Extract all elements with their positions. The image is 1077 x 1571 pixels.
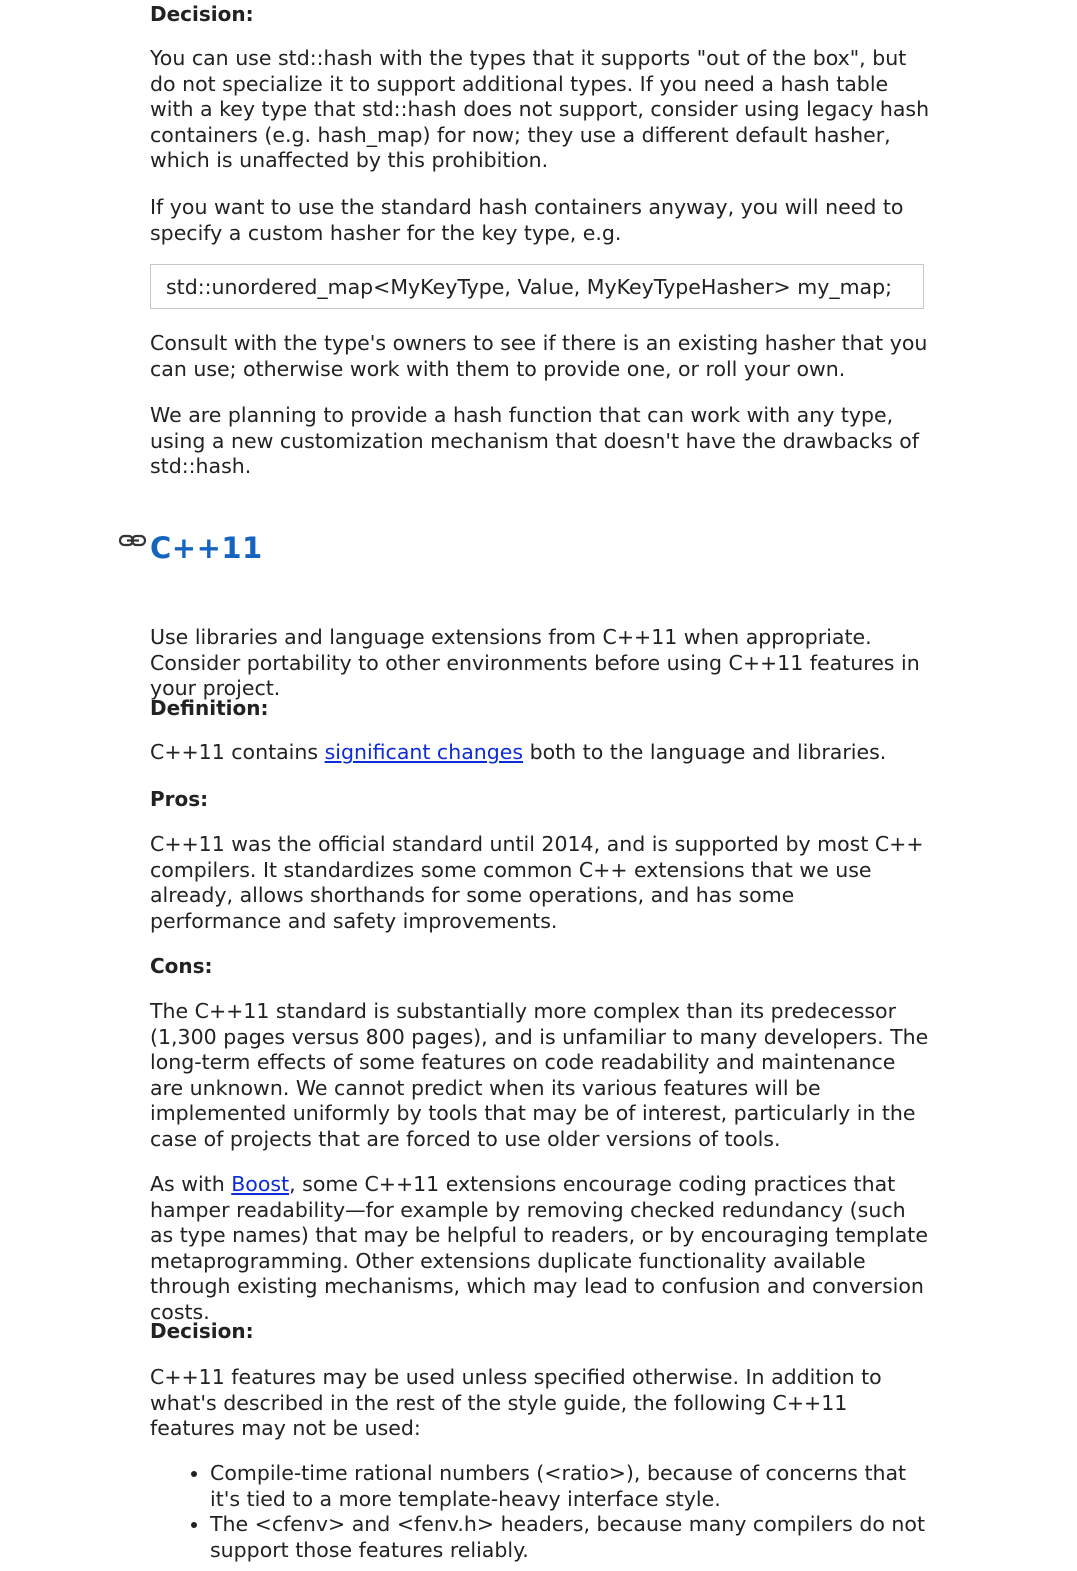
decision-label: Decision: bbox=[150, 2, 254, 26]
paragraph-hash-decision: You can use std::hash with the types that it supports "out of the box", but do not specialize it to support additional types. If you need a hash table with a key type that std::hash does not support, consider using legacy hash containers (e.g. hash_map) for now; they use a different default hasher, which is unaffected by this prohibition. bbox=[150, 46, 930, 172]
cons-paragraph-1: The C++11 standard is substantially more complex than its predecessor (1,300 pages versus 800 pages), and is unfamiliar to many developers. The long-term effects of some features on code readability and maintenance are unknown. We cannot predict when its various features will be implemented uniformly by tools that may be of interest, particularly in the case of projects that are forced to use older versions of tools. bbox=[150, 999, 929, 1151]
pros-paragraph: C++11 was the official standard until 2014, and is supported by most C++ compilers. It standardizes some common C++ extensions that we use already, allows shorthands for some operations, and has some performance and safety improvements. bbox=[150, 832, 924, 933]
paragraph-planned-hash: We are planning to provide a hash function that can work with any type, using a new customization mechanism that doesn't have the drawbacks of std::hash. bbox=[150, 403, 920, 478]
cpp11-intro: Use libraries and language extensions from C++11 when appropriate. Consider portability to other environments before using C++11 features in your project. bbox=[150, 625, 920, 700]
cpp11-heading bbox=[118, 528, 263, 568]
list-item: • The <cfenv> and <fenv.h> headers, because many compilers do not support those features reliably. bbox=[210, 1512, 930, 1563]
cons-paragraph-2 bbox=[150, 1172, 930, 1325]
boost-link[interactable]: Boost bbox=[231, 1172, 290, 1196]
pros-label: Pros: bbox=[150, 787, 209, 811]
list-item: • Compile-time rational numbers (<ratio>), because of concerns that it's tied to a more template-heavy interface style. bbox=[210, 1461, 930, 1512]
cons-text-before: As with bbox=[150, 1172, 232, 1196]
paragraph-custom-hasher: If you want to use the standard hash containers anyway, you will need to specify a custom hasher for the key type, e.g. bbox=[150, 195, 904, 245]
definition-text-after: both to the language and libraries. bbox=[523, 740, 887, 764]
paragraph-consult-owners: Consult with the type's owners to see if there is an existing hasher that you can use; otherwise work with them to provide one, or roll your own. bbox=[150, 331, 928, 381]
cons-label: Cons: bbox=[150, 954, 213, 978]
decision-label-cpp11: Decision: bbox=[150, 1319, 254, 1343]
definition-label: Definition: bbox=[150, 696, 269, 720]
link-icon[interactable] bbox=[118, 530, 148, 552]
definition-paragraph bbox=[150, 740, 930, 766]
prohibited-features-list bbox=[150, 1461, 930, 1563]
significant-changes-link[interactable]: significant changes bbox=[324, 740, 524, 764]
cons-text-after: , some C++11 extensions encourage coding practices that hamper readability—for example by removing checked redundancy (such as type names) that may be helpful to readers, or by encouraging template metaprogramming. Other extensions duplicate functionality available through existing mechanisms, which may lead to confusion and conversion costs. bbox=[150, 1172, 928, 1324]
definition-text-before: C++11 contains bbox=[150, 740, 325, 764]
cpp11-title: C++11 bbox=[150, 531, 263, 565]
decision-paragraph-cpp11: C++11 features may be used unless specified otherwise. In addition to what's described in the rest of the style guide, the following C++11 features may not be used: bbox=[150, 1365, 882, 1440]
code-block: std::unordered_map<MyKeyType, Value, MyKeyTypeHasher> my_map; bbox=[150, 264, 924, 309]
